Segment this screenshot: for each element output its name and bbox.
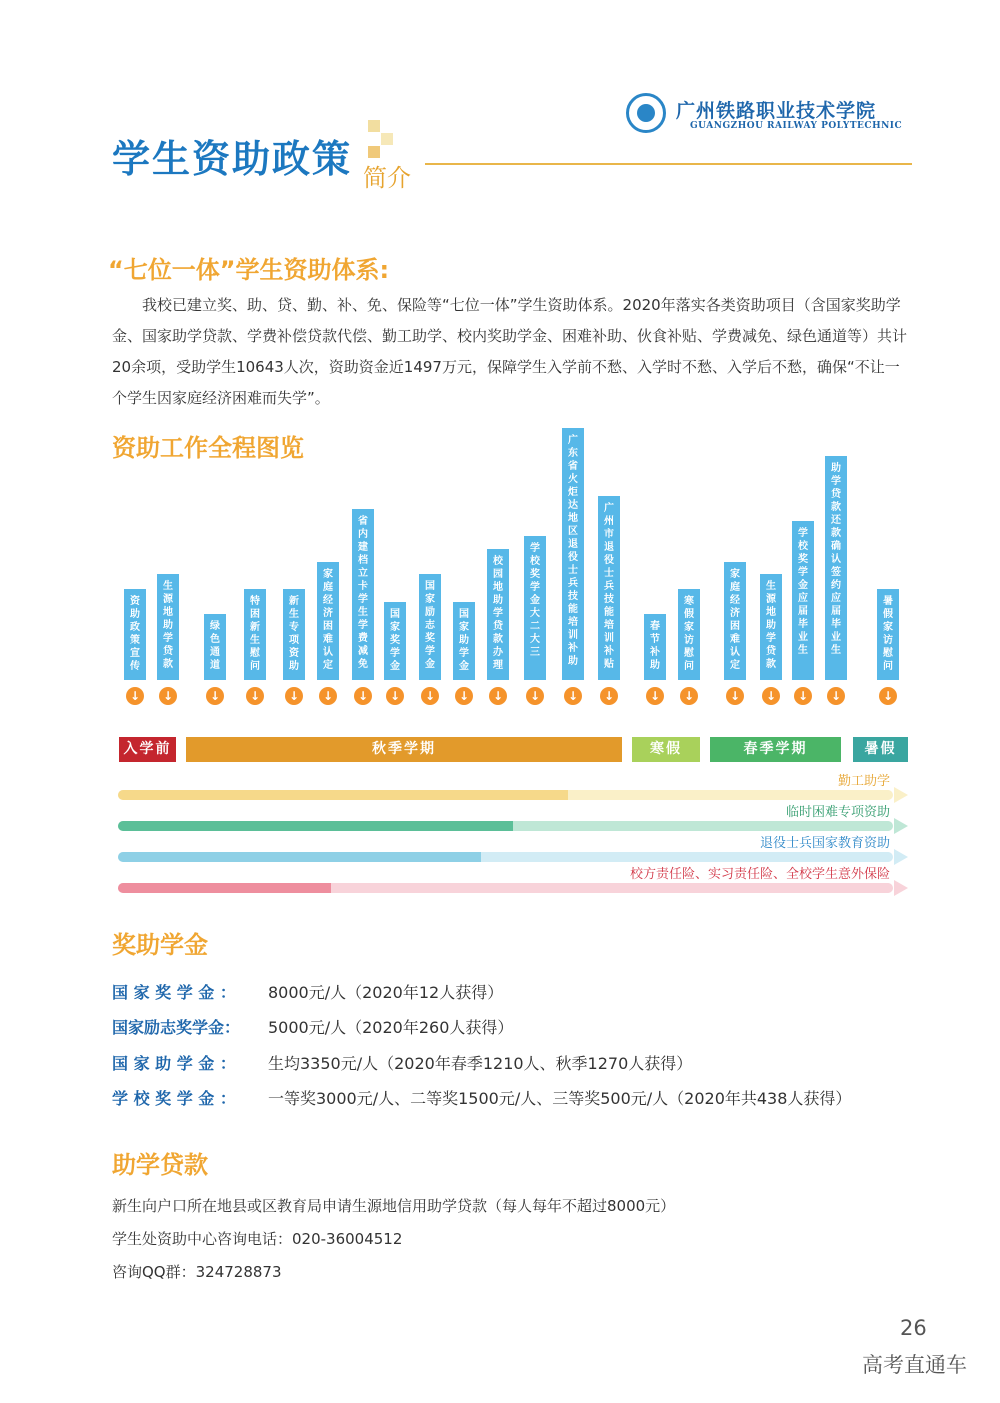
timeline-bar: 特 困 新 生 慰 问 [244,589,266,680]
timeline-bar: 暑 假 家 访 慰 问 [877,589,899,680]
award-row [112,1015,513,1038]
award-name: 学 校 奖 学 金 ： [112,1089,236,1108]
timeline-bar: 新 生 专 项 资 助 [283,589,305,680]
watermark: 高考直通车 [862,1353,967,1377]
down-arrow-icon: ↓ [600,687,618,705]
timeline-bar: 学 校 奖 学 金 应 届 毕 业 生 [792,521,814,680]
down-arrow-icon: ↓ [879,687,897,705]
award-value: 生均3350元/人（2020年春季1210人、秋季1270人获得） [268,1054,693,1073]
timeline-bar: 生 源 地 助 学 贷 款 [157,574,179,680]
period-segment: 入学前 [119,737,176,762]
timeline-bar: 春 节 补 助 [644,614,666,680]
timeline-bar: 省 内 建 档 立 卡 学 生 学 费 减 免 [352,509,374,680]
coverage-label: 校方责任险、实习责任险、全校学生意外保险 [629,867,890,882]
down-arrow-icon: ↓ [159,687,177,705]
down-arrow-icon: ↓ [680,687,698,705]
timeline-bar: 国 家 励 志 奖 学 金 [419,574,441,680]
page-title: 学生资助政策 [112,137,353,181]
period-segment: 秋季学期 [186,737,622,762]
down-arrow-icon: ↓ [421,687,439,705]
decor-square [381,133,393,145]
coverage-arrow [118,821,908,831]
coverage-label: 临时困难专项资助 [785,805,890,820]
decor-square [368,146,380,158]
down-arrow-icon: ↓ [206,687,224,705]
timeline-bar: 学 校 奖 学 金 大 二 大 三 [524,536,546,680]
down-arrow-icon: ↓ [526,687,544,705]
period-segment: 春季学期 [710,737,841,762]
page-subtitle: 简介 [363,164,411,192]
period-segment: 寒假 [632,737,700,762]
school-name-cn: 广州铁路职业技术学院 [676,100,877,122]
timeline-bar: 寒 假 家 访 慰 问 [678,589,700,680]
coverage-arrow [118,883,908,893]
loan-line: 新生向户口所在地县或区教育局申请生源地信用助学贷款（每人每年不超过8000元） [112,1197,676,1215]
loan-phone: 学生处资助中心咨询电话：020-36004512 [112,1230,403,1248]
system-heading: “七位一体”学生资助体系: [108,256,390,284]
down-arrow-icon: ↓ [646,687,664,705]
awards-heading: 奖助学金 [112,931,208,959]
timeline-bar: 校 园 地 助 学 贷 款 办 理 [487,549,509,680]
award-row [112,1051,692,1074]
timeline-bar: 广 州 市 退 役 士 兵 技 能 培 训 补 贴 [598,496,620,680]
decor-square [368,120,380,132]
school-name-en: GUANGZHOU RAILWAY POLYTECHNIC [690,121,903,131]
timeline-heading: 资助工作全程图览 [112,434,304,462]
coverage-arrow [118,852,908,862]
down-arrow-icon: ↓ [126,687,144,705]
timeline-bar: 助 学 贷 款 还 款 确 认 签 约 应 届 毕 业 生 [825,456,847,680]
down-arrow-icon: ↓ [455,687,473,705]
award-name: 国 家 助 学 金 ： [112,1054,236,1073]
title-divider [425,163,912,165]
timeline-bar: 广 东 省 火 炬 达 地 区 退 役 士 兵 技 能 培 训 补 助 [562,428,584,680]
award-value: 一等奖3000元/人、二等奖1500元/人、三等奖500元/人（2020年共438人获得） [268,1089,852,1108]
coverage-arrow [118,790,908,800]
period-segment: 暑假 [853,737,908,762]
timeline-bar: 家 庭 经 济 困 难 认 定 [317,562,339,680]
timeline-bar: 国 家 助 学 金 [453,602,475,680]
down-arrow-icon: ↓ [386,687,404,705]
down-arrow-icon: ↓ [762,687,780,705]
down-arrow-icon: ↓ [794,687,812,705]
down-arrow-icon: ↓ [827,687,845,705]
down-arrow-icon: ↓ [319,687,337,705]
timeline-bar: 绿 色 通 道 [204,614,226,680]
down-arrow-icon: ↓ [285,687,303,705]
award-row [112,1086,851,1109]
timeline-bar: 国 家 奖 学 金 [384,602,406,680]
timeline-bar: 资 助 政 策 宣 传 [124,589,146,680]
coverage-label: 勤工助学 [837,774,890,789]
page-number: 26 [900,1316,927,1340]
loan-heading: 助学贷款 [112,1151,208,1179]
intro-paragraph: 我校已建立奖、助、贷、勤、补、免、保险等“七位一体”学生资助体系。2020年落实各类资助项目（含国家奖助学金、国家助学贷款、学费补偿贷款代偿、勤工助学、校内奖助学金、困难补助、伙食补贴、学费减免、绿色通道等）共计20余项，受助学生10643人次，资助资金近1497万元，保障学生入学前不愁、入学时不愁、入学后不愁，确保“不让一个学生因家庭经济困难而失学”。 [112,296,908,407]
school-logo-icon [626,93,666,133]
award-name: 国家励志奖学金： [112,1018,241,1037]
timeline-bar: 生 源 地 助 学 贷 款 [760,574,782,680]
timeline-bar: 家 庭 经 济 困 难 认 定 [724,562,746,680]
loan-qq: 咨询QQ群：324728873 [112,1263,282,1281]
down-arrow-icon: ↓ [246,687,264,705]
award-row [112,980,503,1003]
down-arrow-icon: ↓ [564,687,582,705]
award-value: 8000元/人（2020年12人获得） [268,983,504,1002]
coverage-label: 退役士兵国家教育资助 [759,836,890,851]
award-name: 国 家 奖 学 金 ： [112,983,236,1002]
down-arrow-icon: ↓ [489,687,507,705]
down-arrow-icon: ↓ [354,687,372,705]
down-arrow-icon: ↓ [726,687,744,705]
award-value: 5000元/人（2020年260人获得） [268,1018,514,1037]
